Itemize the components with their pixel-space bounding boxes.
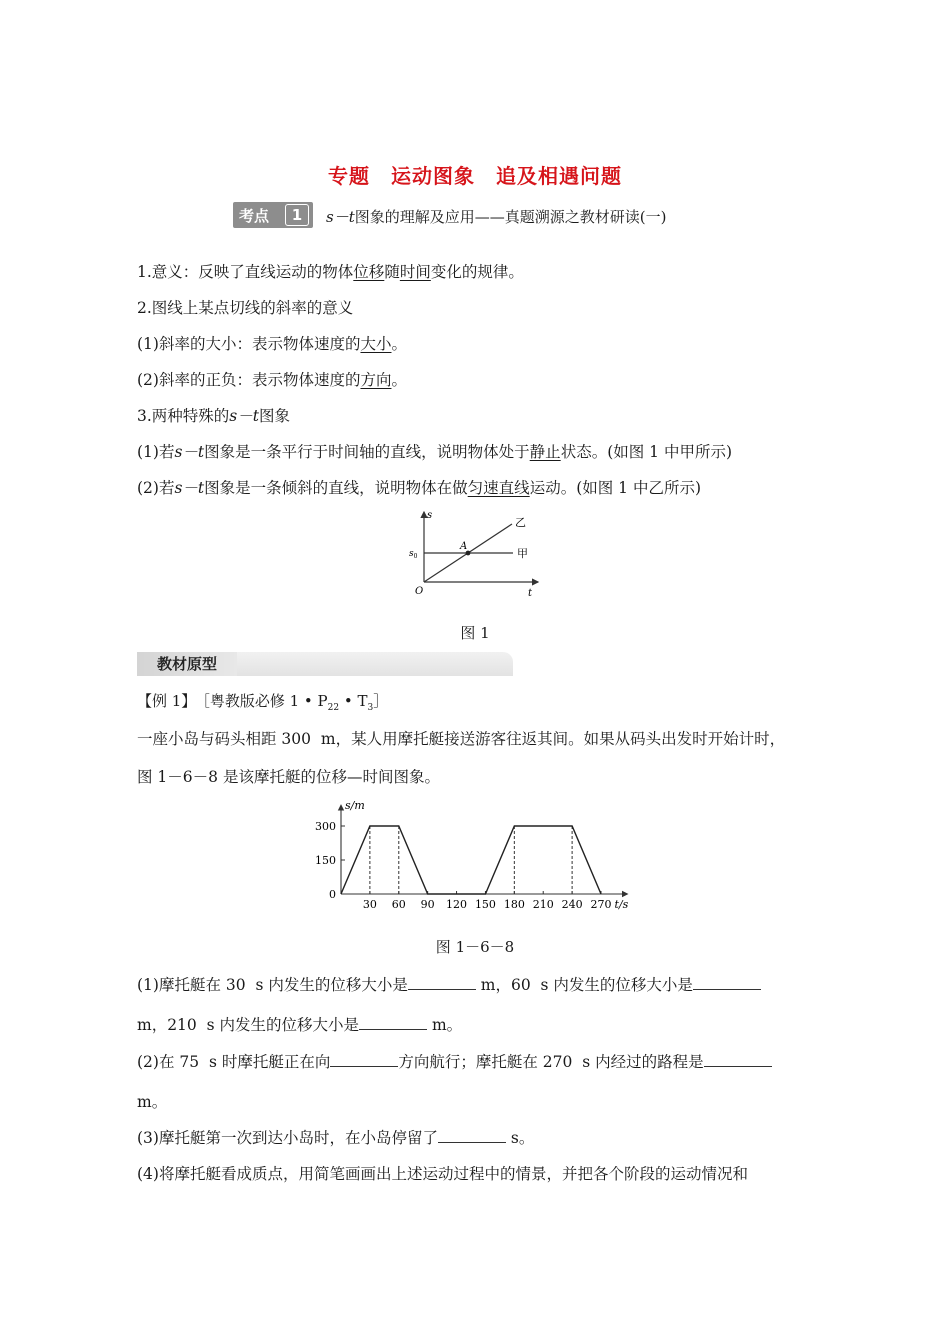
answer-underline: 大小 xyxy=(360,335,392,353)
kaodian-title-text: 图象的理解及应用——真题溯源之教材研读(一) xyxy=(354,208,667,226)
answer-underline: 时间 xyxy=(399,263,431,281)
question-4: (4)将摩托艇看成质点，用简笔画画出上述运动过程中的情景，并把各个阶段的运动情况和 xyxy=(137,1165,748,1183)
text: (3)摩托艇第一次到达小岛时，在小岛停留了 xyxy=(137,1129,438,1147)
chart-caption: 图 1－6－8 xyxy=(435,938,515,956)
paragraph-meaning xyxy=(137,260,524,282)
text: 方向航行；摩托艇在 270 s 内经过的路程是 xyxy=(398,1053,704,1071)
answer-blank[interactable] xyxy=(704,1052,772,1067)
text: (1)摩托艇在 30 s 内发生的位移大小是 xyxy=(137,976,408,994)
x-tick-label: 60 xyxy=(391,898,406,911)
y-tick-label: 0 xyxy=(329,888,336,901)
question-1-line-1 xyxy=(137,973,761,995)
text: m，210 s 内发生的位移大小是 xyxy=(137,1016,360,1034)
answer-blank[interactable] xyxy=(693,975,761,990)
text: s。 xyxy=(505,1129,535,1147)
x-tick-label: 30 xyxy=(362,898,377,911)
kaodian-badge xyxy=(233,202,313,228)
text: 1.意义：反映了直线运动的物体 xyxy=(137,263,354,281)
example-text-1: 一座小岛与码头相距 300 m，某人用摩托艇接送游客往返其间。如果从码头出发时开始计时， xyxy=(137,730,786,748)
kaodian-title xyxy=(326,206,666,227)
kaodian-number: 1 xyxy=(285,204,309,226)
paragraph-special-1 xyxy=(137,440,732,462)
fig1-s0-sub: 0 xyxy=(413,553,418,560)
y-tick-label: 150 xyxy=(315,854,336,867)
text: (2)在 75 s 时摩托艇正在向 xyxy=(137,1053,331,1071)
chart-1-6-8 xyxy=(300,798,650,916)
x-tick-label: 270 xyxy=(590,898,612,911)
text: ［粤教版必修 1 • P xyxy=(202,692,328,710)
fig1-s0-label xyxy=(409,549,418,560)
text: 运动。(如图 1 中乙所示) xyxy=(529,479,701,497)
text: 图象是一条倾斜的直线，说明物体在做 xyxy=(204,479,468,497)
fig1-point-a-label: A xyxy=(460,541,468,552)
formula: s－t xyxy=(174,479,205,497)
question-2-line-2: m。 xyxy=(137,1093,168,1111)
answer-blank[interactable] xyxy=(438,1128,506,1143)
text: • T xyxy=(339,692,368,710)
x-tick-label: 90 xyxy=(420,898,435,911)
text: 图象 xyxy=(258,407,290,425)
text: 状态。(如图 1 中甲所示) xyxy=(560,443,732,461)
section-label: 教材原型 xyxy=(157,655,218,673)
fig1-y-label: s xyxy=(427,510,433,521)
question-2-line-1 xyxy=(137,1050,772,1072)
example-source xyxy=(202,692,389,713)
kaodian-label: 考点 xyxy=(239,207,270,225)
figure-1-caption: 图 1 xyxy=(460,624,490,642)
fig1-origin-label: O xyxy=(415,586,424,597)
text: m，60 s 内发生的位移大小是 xyxy=(475,976,693,994)
text: 。 xyxy=(391,335,407,353)
text: 。 xyxy=(391,371,407,389)
answer-underline: 方向 xyxy=(360,371,392,389)
text: (2)斜率的正负：表示物体速度的 xyxy=(137,371,361,389)
figure-1-diagram xyxy=(400,506,550,602)
x-tick-label: 210 xyxy=(532,898,554,911)
text: (2)若 xyxy=(137,479,175,497)
y-axis-label: s/m xyxy=(345,799,365,812)
paragraph-slope: 2.图线上某点切线的斜率的意义 xyxy=(137,299,354,317)
series-line xyxy=(341,826,601,894)
x-tick-label: 180 xyxy=(503,898,525,911)
fig1-yi-label: 乙 xyxy=(515,516,526,529)
text: 3 xyxy=(367,703,374,713)
paragraph-special-2 xyxy=(137,476,701,498)
paragraph-slope-sign xyxy=(137,368,407,390)
example-number: 【例 1】 xyxy=(137,692,197,710)
question-3 xyxy=(137,1126,534,1148)
answer-blank[interactable] xyxy=(359,1015,427,1030)
answer-underline: 匀速直线 xyxy=(467,479,530,497)
answer-blank[interactable] xyxy=(408,975,476,990)
x-tick-label: 120 xyxy=(446,898,468,911)
answer-underline: 位移 xyxy=(353,263,385,281)
paragraph-slope-magnitude xyxy=(137,332,407,354)
answer-blank[interactable] xyxy=(330,1052,398,1067)
fig1-jia-label: 甲 xyxy=(517,547,528,560)
x-tick-label: 240 xyxy=(561,898,583,911)
text: 随 xyxy=(384,263,400,281)
y-tick-label: 300 xyxy=(315,820,336,833)
formula: s－t xyxy=(174,443,205,461)
text: (1)斜率的大小：表示物体速度的 xyxy=(137,335,361,353)
text: ］ xyxy=(373,692,389,710)
text: (1)若 xyxy=(137,443,175,461)
text: 22 xyxy=(327,703,340,713)
answer-underline: 静止 xyxy=(529,443,561,461)
text: m。 xyxy=(427,1016,463,1034)
question-1-line-2 xyxy=(137,1013,462,1035)
example-text-2: 图 1－6－8 是该摩托艇的位移—时间图象。 xyxy=(137,768,440,786)
text: 3.两种特殊的 xyxy=(137,407,230,425)
paragraph-special xyxy=(137,404,290,426)
formula: s－t xyxy=(229,407,259,425)
fig1-x-label: t xyxy=(528,588,533,599)
page-title: 专题 运动图象 追及相遇问题 xyxy=(328,164,622,188)
section-header-bar xyxy=(137,652,513,676)
x-tick-label: 150 xyxy=(474,898,496,911)
fig1-s0-main: s xyxy=(409,549,414,559)
example-header xyxy=(137,690,388,713)
text: 变化的规律。 xyxy=(430,263,524,281)
x-axis-label: t/s xyxy=(614,898,629,911)
text: 图象是一条平行于时间轴的直线，说明物体处于 xyxy=(204,443,530,461)
kaodian-title-formula: s－t xyxy=(326,208,355,226)
